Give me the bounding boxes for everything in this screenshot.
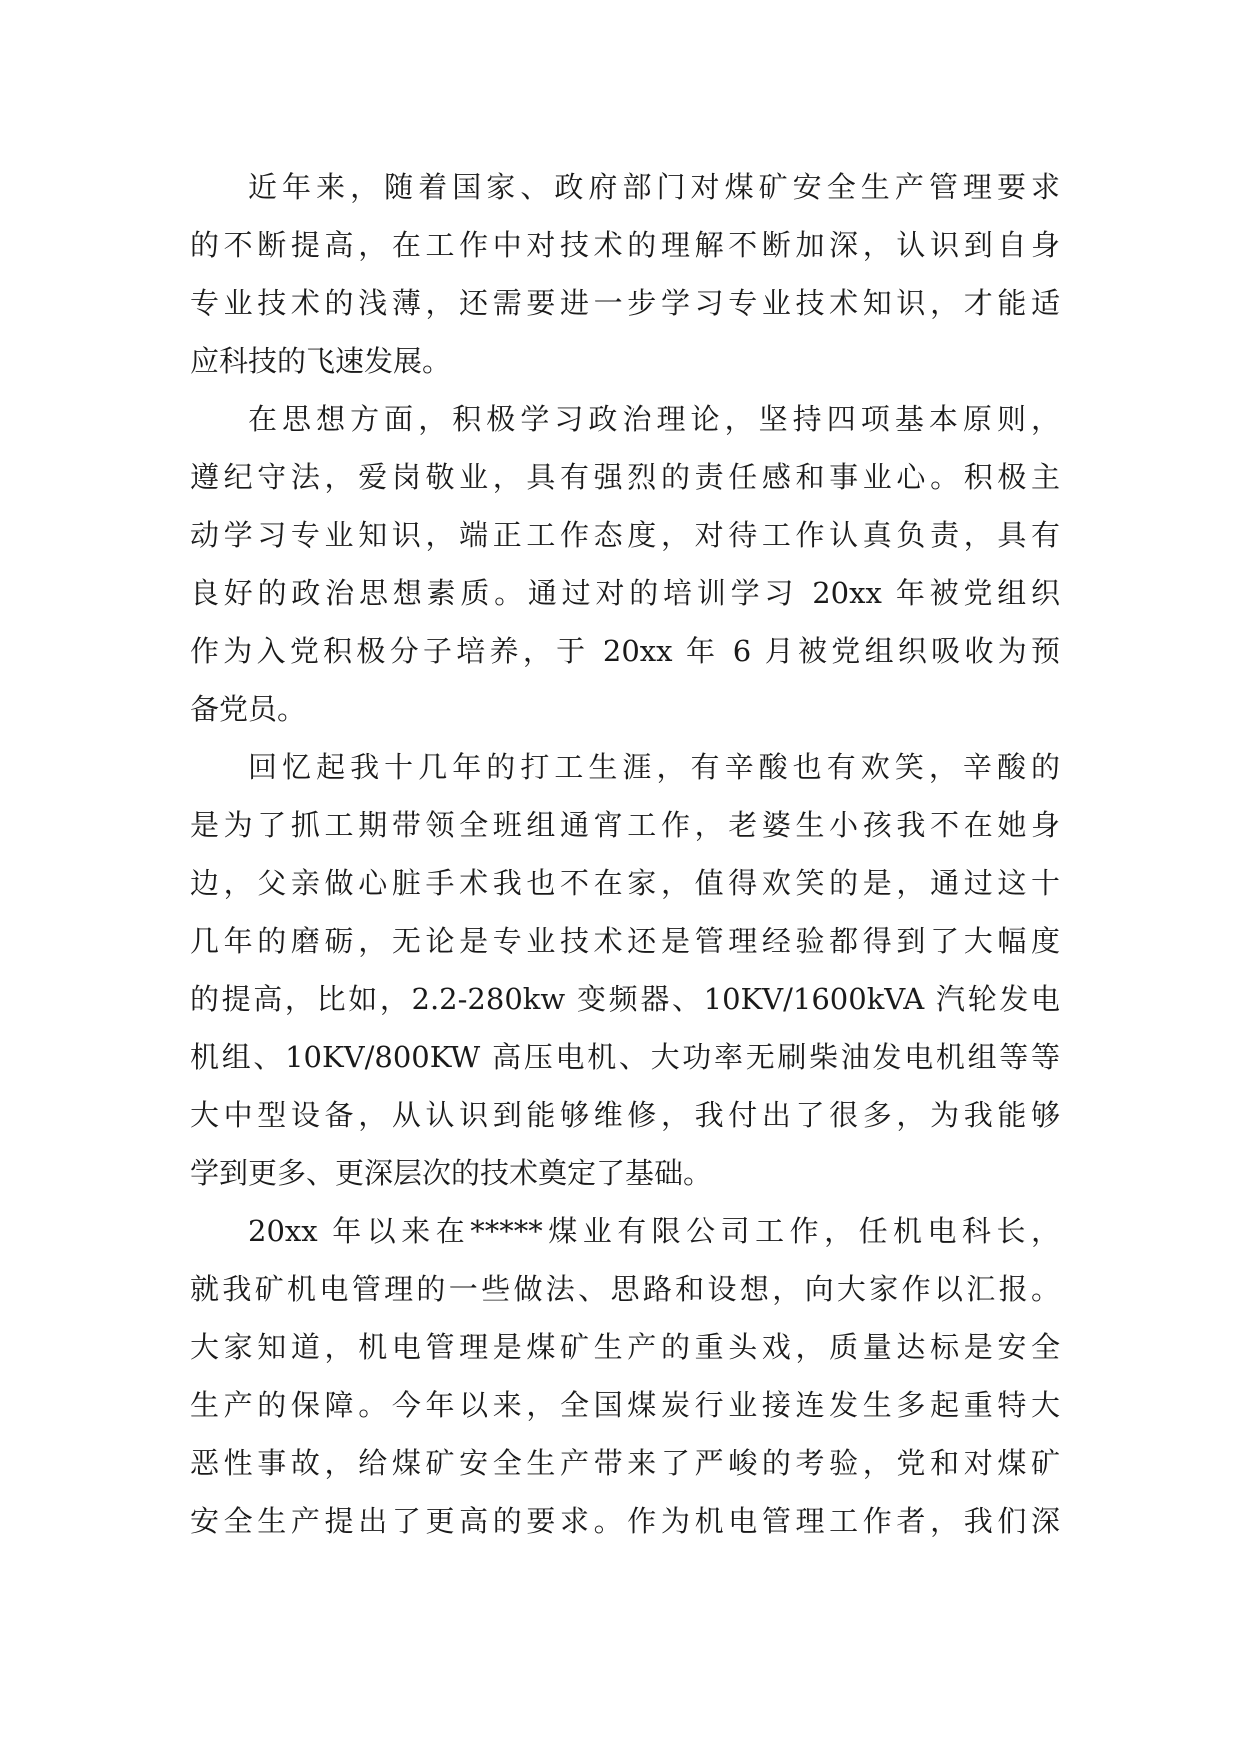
text-line: 几年的磨砺，无论是专业技术还是管理经验都得到了大幅度	[190, 924, 1060, 958]
text-line: 大家知道，机电管理是煤矿生产的重头戏，质量达标是安全	[190, 1330, 1060, 1364]
paragraph-1	[190, 158, 1060, 390]
text-line: 的不断提高，在工作中对技术的理解不断加深，认识到自身	[190, 228, 1060, 262]
text-line: 在思想方面，积极学习政治理论，坚持四项基本原则，	[248, 402, 1060, 436]
text-line: 安全生产提出了更高的要求。作为机电管理工作者，我们深	[190, 1504, 1060, 1538]
text-line: 学到更多、更深层次的技术奠定了基础。	[190, 1156, 713, 1190]
text-line: 动学习专业知识，端正工作态度，对待工作认真负责，具有	[190, 518, 1060, 552]
text-line: 的提高，比如，2.2-280kw 变频器、10KV/1600kVA 汽轮发电	[190, 982, 1060, 1016]
text-line: 遵纪守法，爱岗敬业，具有强烈的责任感和事业心。积极主	[190, 460, 1060, 494]
text-line: 作为入党积极分子培养，于 20xx 年 6 月被党组织吸收为预	[190, 634, 1060, 668]
text-line: 良好的政治思想素质。通过对的培训学习 20xx 年被党组织	[190, 576, 1060, 610]
text-line: 边，父亲做心脏手术我也不在家，值得欢笑的是，通过这十	[190, 866, 1060, 900]
text-line: 是为了抓工期带领全班组通宵工作，老婆生小孩我不在她身	[190, 808, 1060, 842]
text-line: 近年来，随着国家、政府部门对煤矿安全生产管理要求	[248, 170, 1060, 204]
text-line: 20xx 年以来在*****煤业有限公司工作，任机电科长，	[248, 1214, 1060, 1248]
paragraph-2	[190, 390, 1060, 738]
document-body	[190, 158, 1060, 1550]
text-line: 就我矿机电管理的一些做法、思路和设想，向大家作以汇报。	[190, 1272, 1060, 1306]
text-line: 恶性事故，给煤矿安全生产带来了严峻的考验，党和对煤矿	[190, 1446, 1060, 1480]
text-line: 机组、10KV/800KW 高压电机、大功率无刷柴油发电机组等等	[190, 1040, 1060, 1074]
paragraph-4	[190, 1202, 1060, 1550]
text-line: 备党员。	[190, 692, 307, 726]
text-line: 大中型设备，从认识到能够维修，我付出了很多，为我能够	[190, 1098, 1060, 1132]
text-line: 专业技术的浅薄，还需要进一步学习专业技术知识，才能适	[190, 286, 1060, 320]
paragraph-3	[190, 738, 1060, 1202]
text-line: 生产的保障。今年以来，全国煤炭行业接连发生多起重特大	[190, 1388, 1060, 1422]
text-line: 应科技的飞速发展。	[190, 344, 452, 378]
text-line: 回忆起我十几年的打工生涯，有辛酸也有欢笑，辛酸的	[248, 750, 1060, 784]
